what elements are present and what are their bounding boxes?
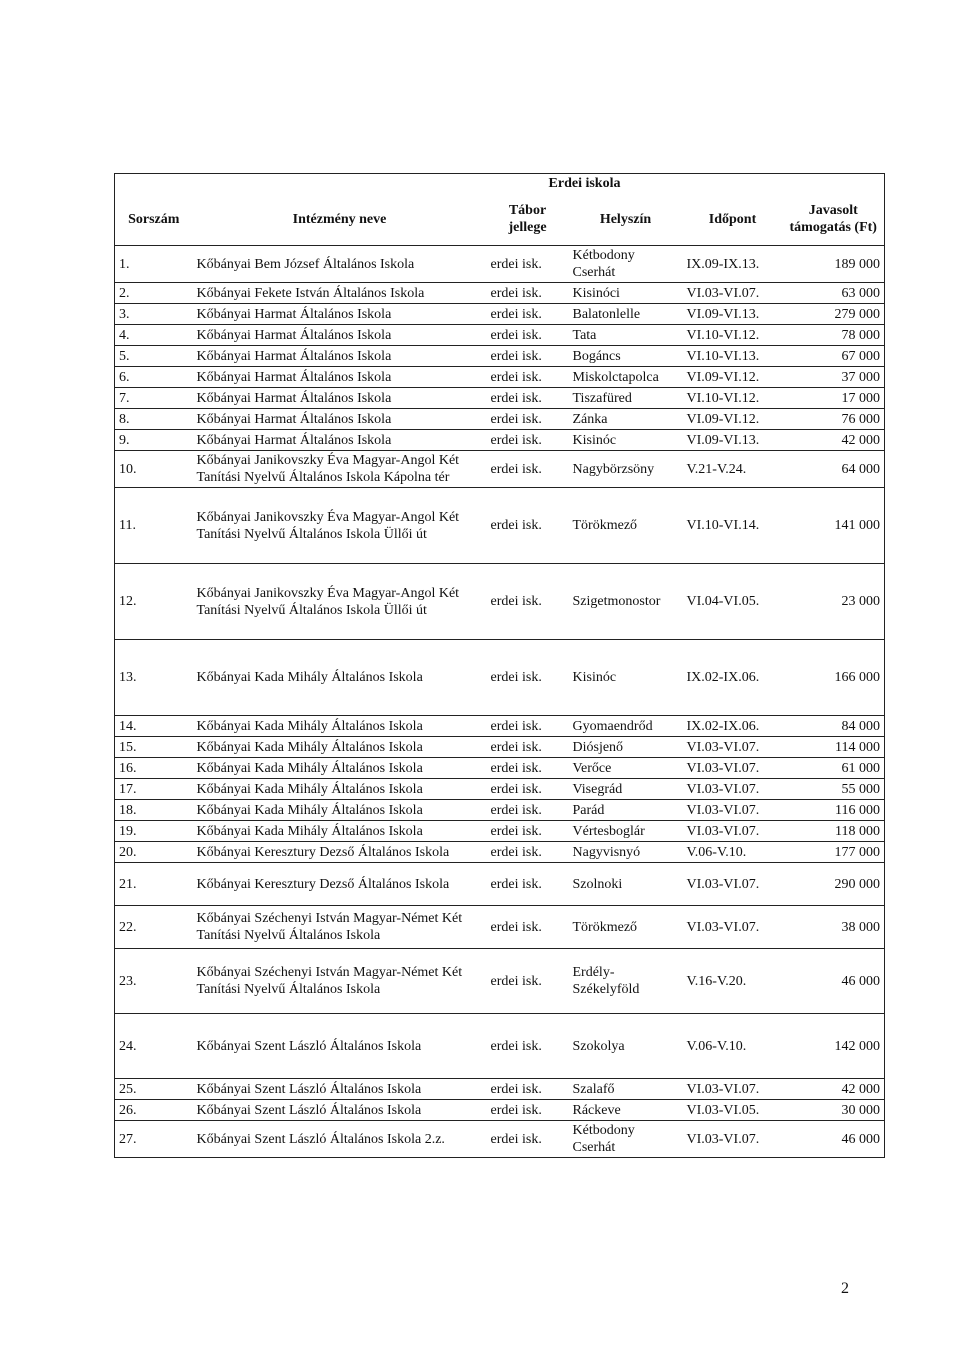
cell-type: erdei isk.	[487, 430, 569, 451]
table-row	[115, 949, 885, 1014]
cell-type: erdei isk.	[487, 716, 569, 737]
cell-amount: 189 000	[783, 246, 885, 283]
table-row	[115, 1121, 885, 1158]
cell-type: erdei isk.	[487, 409, 569, 430]
cell-location: Szalafő	[569, 1079, 683, 1100]
cell-date: VI.09-VI.13.	[683, 304, 783, 325]
cell-location: Nagybörzsöny	[569, 451, 683, 488]
cell-institution: Kőbányai Szent László Általános Iskola	[193, 1100, 487, 1121]
cell-type: erdei isk.	[487, 949, 569, 1014]
cell-type: erdei isk.	[487, 1121, 569, 1158]
cell-type: erdei isk.	[487, 1079, 569, 1100]
cell-type: erdei isk.	[487, 1014, 569, 1079]
cell-no: 3.	[115, 304, 193, 325]
cell-date: IX.09-IX.13.	[683, 246, 783, 283]
cell-institution: Kőbányai Kada Mihály Általános Iskola	[193, 800, 487, 821]
header-location: Helyszín	[599, 211, 652, 227]
cell-type: erdei isk.	[487, 1100, 569, 1121]
cell-date: VI.10-VI.14.	[683, 488, 783, 564]
cell-amount: 37 000	[783, 367, 885, 388]
cell-amount: 116 000	[783, 800, 885, 821]
header-date: Időpont	[708, 211, 757, 227]
cell-date: VI.03-VI.07.	[683, 758, 783, 779]
table-row	[115, 800, 885, 821]
cell-institution: Kőbányai Keresztury Dezső Általános Iskola	[193, 842, 487, 863]
header-institution: Intézmény neve	[292, 211, 387, 227]
cell-location: Visegrád	[569, 779, 683, 800]
cell-date: VI.09-VI.13.	[683, 430, 783, 451]
cell-location: Törökmező	[569, 906, 683, 949]
cell-type: erdei isk.	[487, 325, 569, 346]
cell-location: Miskolctapolca	[569, 367, 683, 388]
cell-location: Szolnoki	[569, 863, 683, 906]
cell-date: V.16-V.20.	[683, 949, 783, 1014]
header-amount: Javasolt támogatás (Ft)	[783, 193, 885, 246]
cell-location: Verőce	[569, 758, 683, 779]
cell-institution: Kőbányai Harmat Általános Iskola	[193, 325, 487, 346]
cell-no: 15.	[115, 737, 193, 758]
cell-no: 22.	[115, 906, 193, 949]
cell-no: 5.	[115, 346, 193, 367]
cell-location: Nagyvisnyó	[569, 842, 683, 863]
cell-date: VI.03-VI.07.	[683, 1079, 783, 1100]
cell-no: 2.	[115, 283, 193, 304]
cell-date: VI.10-VI.12.	[683, 325, 783, 346]
cell-type: erdei isk.	[487, 842, 569, 863]
table-row	[115, 1100, 885, 1121]
page-number: 2	[841, 1280, 849, 1297]
cell-no: 11.	[115, 488, 193, 564]
table-row	[115, 1079, 885, 1100]
table-row	[115, 283, 885, 304]
cell-no: 27.	[115, 1121, 193, 1158]
table-row	[115, 1014, 885, 1079]
cell-institution: Kőbányai Harmat Általános Iskola	[193, 367, 487, 388]
table-row	[115, 325, 885, 346]
cell-amount: 118 000	[783, 821, 885, 842]
cell-no: 12.	[115, 564, 193, 640]
cell-type: erdei isk.	[487, 388, 569, 409]
cell-type: erdei isk.	[487, 451, 569, 488]
table-row	[115, 409, 885, 430]
cell-no: 4.	[115, 325, 193, 346]
cell-amount: 61 000	[783, 758, 885, 779]
cell-type: erdei isk.	[487, 800, 569, 821]
cell-amount: 84 000	[783, 716, 885, 737]
cell-no: 23.	[115, 949, 193, 1014]
table-row	[115, 716, 885, 737]
cell-institution: Kőbányai Janikovszky Éva Magyar-Angol Két Tanítási Nyelvű Általános Iskola Kápolna tér	[193, 451, 487, 488]
table-row	[115, 388, 885, 409]
cell-no: 8.	[115, 409, 193, 430]
cell-no: 20.	[115, 842, 193, 863]
cell-location: Törökmező	[569, 488, 683, 564]
cell-location: Kisinóci	[569, 283, 683, 304]
cell-no: 1.	[115, 246, 193, 283]
cell-location: Zánka	[569, 409, 683, 430]
cell-institution: Kőbányai Kada Mihály Általános Iskola	[193, 640, 487, 716]
table-row	[115, 430, 885, 451]
cell-date: VI.03-VI.05.	[683, 1100, 783, 1121]
cell-amount: 63 000	[783, 283, 885, 304]
cell-type: erdei isk.	[487, 564, 569, 640]
cell-type: erdei isk.	[487, 863, 569, 906]
cell-amount: 23 000	[783, 564, 885, 640]
cell-amount: 38 000	[783, 906, 885, 949]
table-row	[115, 488, 885, 564]
cell-institution: Kőbányai Harmat Általános Iskola	[193, 388, 487, 409]
cell-date: VI.03-VI.07.	[683, 906, 783, 949]
table-row	[115, 906, 885, 949]
cell-date: VI.03-VI.07.	[683, 737, 783, 758]
cell-institution: Kőbányai Kada Mihály Általános Iskola	[193, 821, 487, 842]
cell-type: erdei isk.	[487, 640, 569, 716]
table-row	[115, 737, 885, 758]
cell-no: 16.	[115, 758, 193, 779]
table-row	[115, 564, 885, 640]
cell-location: Diósjenő	[569, 737, 683, 758]
cell-institution: Kőbányai Fekete István Általános Iskola	[193, 283, 487, 304]
cell-location: Tata	[569, 325, 683, 346]
cell-type: erdei isk.	[487, 737, 569, 758]
cell-institution: Kőbányai Kada Mihály Általános Iskola	[193, 758, 487, 779]
cell-no: 17.	[115, 779, 193, 800]
cell-location: Kétbodony Cserhát	[569, 246, 683, 283]
cell-institution: Kőbányai Kada Mihály Általános Iskola	[193, 716, 487, 737]
cell-date: IX.02-IX.06.	[683, 716, 783, 737]
cell-institution: Kőbányai Kada Mihály Általános Iskola	[193, 779, 487, 800]
cell-type: erdei isk.	[487, 758, 569, 779]
cell-institution: Kőbányai Széchenyi István Magyar-Német Két Tanítási Nyelvű Általános Iskola	[193, 906, 487, 949]
cell-amount: 141 000	[783, 488, 885, 564]
cell-type: erdei isk.	[487, 821, 569, 842]
cell-amount: 290 000	[783, 863, 885, 906]
cell-institution: Kőbányai Harmat Általános Iskola	[193, 409, 487, 430]
cell-date: VI.10-VI.12.	[683, 388, 783, 409]
cell-date: VI.03-VI.07.	[683, 821, 783, 842]
cell-date: VI.03-VI.07.	[683, 283, 783, 304]
cell-institution: Kőbányai Harmat Általános Iskola	[193, 346, 487, 367]
cell-amount: 78 000	[783, 325, 885, 346]
cell-amount: 114 000	[783, 737, 885, 758]
cell-date: V.06-V.10.	[683, 842, 783, 863]
cell-institution: Kőbányai Janikovszky Éva Magyar-Angol Két Tanítási Nyelvű Általános Iskola Üllői út	[193, 488, 487, 564]
cell-amount: 17 000	[783, 388, 885, 409]
cell-location: Szokolya	[569, 1014, 683, 1079]
cell-institution: Kőbányai Szent László Általános Iskola 2.z.	[193, 1121, 487, 1158]
cell-no: 7.	[115, 388, 193, 409]
cell-institution: Kőbányai Széchenyi István Magyar-Német Két Tanítási Nyelvű Általános Iskola	[193, 949, 487, 1014]
table-row	[115, 821, 885, 842]
cell-no: 25.	[115, 1079, 193, 1100]
cell-type: erdei isk.	[487, 304, 569, 325]
cell-date: VI.04-VI.05.	[683, 564, 783, 640]
cell-no: 21.	[115, 863, 193, 906]
cell-amount: 67 000	[783, 346, 885, 367]
cell-location: Bogáncs	[569, 346, 683, 367]
cell-no: 18.	[115, 800, 193, 821]
cell-no: 26.	[115, 1100, 193, 1121]
cell-no: 9.	[115, 430, 193, 451]
cell-no: 13.	[115, 640, 193, 716]
cell-date: VI.09-VI.12.	[683, 367, 783, 388]
cell-amount: 166 000	[783, 640, 885, 716]
cell-amount: 46 000	[783, 949, 885, 1014]
cell-location: Szigetmonostor	[569, 564, 683, 640]
cell-amount: 46 000	[783, 1121, 885, 1158]
cell-amount: 42 000	[783, 430, 885, 451]
cell-no: 24.	[115, 1014, 193, 1079]
table-title-row	[115, 174, 885, 194]
cell-institution: Kőbányai Kada Mihály Általános Iskola	[193, 737, 487, 758]
table-title: Erdei iskola	[487, 174, 683, 194]
table-header-row	[115, 193, 885, 246]
cell-amount: 76 000	[783, 409, 885, 430]
cell-date: V.21-V.24.	[683, 451, 783, 488]
cell-amount: 55 000	[783, 779, 885, 800]
table-row	[115, 842, 885, 863]
cell-date: VI.03-VI.07.	[683, 800, 783, 821]
cell-type: erdei isk.	[487, 367, 569, 388]
cell-institution: Kőbányai Harmat Általános Iskola	[193, 430, 487, 451]
table-row	[115, 346, 885, 367]
cell-location: Balatonlelle	[569, 304, 683, 325]
cell-no: 10.	[115, 451, 193, 488]
cell-institution: Kőbányai Szent László Általános Iskola	[193, 1014, 487, 1079]
table-row	[115, 640, 885, 716]
table-row	[115, 863, 885, 906]
camp-support-table	[114, 173, 885, 1158]
table-row	[115, 367, 885, 388]
cell-date: VI.09-VI.12.	[683, 409, 783, 430]
cell-institution: Kőbányai Keresztury Dezső Általános Iskola	[193, 863, 487, 906]
cell-no: 19.	[115, 821, 193, 842]
cell-no: 14.	[115, 716, 193, 737]
cell-type: erdei isk.	[487, 346, 569, 367]
cell-location: Parád	[569, 800, 683, 821]
table-row	[115, 451, 885, 488]
cell-institution: Kőbányai Janikovszky Éva Magyar-Angol Két Tanítási Nyelvű Általános Iskola Üllői út	[193, 564, 487, 640]
header-type: Tábor jellege	[508, 203, 547, 235]
cell-date: VI.10-VI.13.	[683, 346, 783, 367]
cell-type: erdei isk.	[487, 283, 569, 304]
cell-location: Kisinóc	[569, 430, 683, 451]
cell-type: erdei isk.	[487, 906, 569, 949]
table-row	[115, 304, 885, 325]
cell-no: 6.	[115, 367, 193, 388]
cell-institution: Kőbányai Szent László Általános Iskola	[193, 1079, 487, 1100]
cell-location: Tiszafüred	[569, 388, 683, 409]
cell-location: Gyomaendrőd	[569, 716, 683, 737]
cell-institution: Kőbányai Bem József Általános Iskola	[193, 246, 487, 283]
cell-location: Erdély-Székelyföld	[569, 949, 683, 1014]
cell-location: Vértesboglár	[569, 821, 683, 842]
cell-institution: Kőbányai Harmat Általános Iskola	[193, 304, 487, 325]
table-row	[115, 779, 885, 800]
cell-date: VI.03-VI.07.	[683, 863, 783, 906]
cell-date: V.06-V.10.	[683, 1014, 783, 1079]
cell-location: Ráckeve	[569, 1100, 683, 1121]
cell-amount: 279 000	[783, 304, 885, 325]
cell-location: Kétbodony Cserhát	[569, 1121, 683, 1158]
cell-date: VI.03-VI.07.	[683, 1121, 783, 1158]
table-row	[115, 758, 885, 779]
cell-date: VI.03-VI.07.	[683, 779, 783, 800]
cell-type: erdei isk.	[487, 246, 569, 283]
cell-date: IX.02-IX.06.	[683, 640, 783, 716]
header-no: Sorszám	[115, 193, 193, 246]
cell-location: Kisinóc	[569, 640, 683, 716]
cell-type: erdei isk.	[487, 488, 569, 564]
cell-amount: 30 000	[783, 1100, 885, 1121]
cell-type: erdei isk.	[487, 779, 569, 800]
table-row	[115, 246, 885, 283]
cell-amount: 142 000	[783, 1014, 885, 1079]
cell-amount: 42 000	[783, 1079, 885, 1100]
cell-amount: 64 000	[783, 451, 885, 488]
cell-amount: 177 000	[783, 842, 885, 863]
